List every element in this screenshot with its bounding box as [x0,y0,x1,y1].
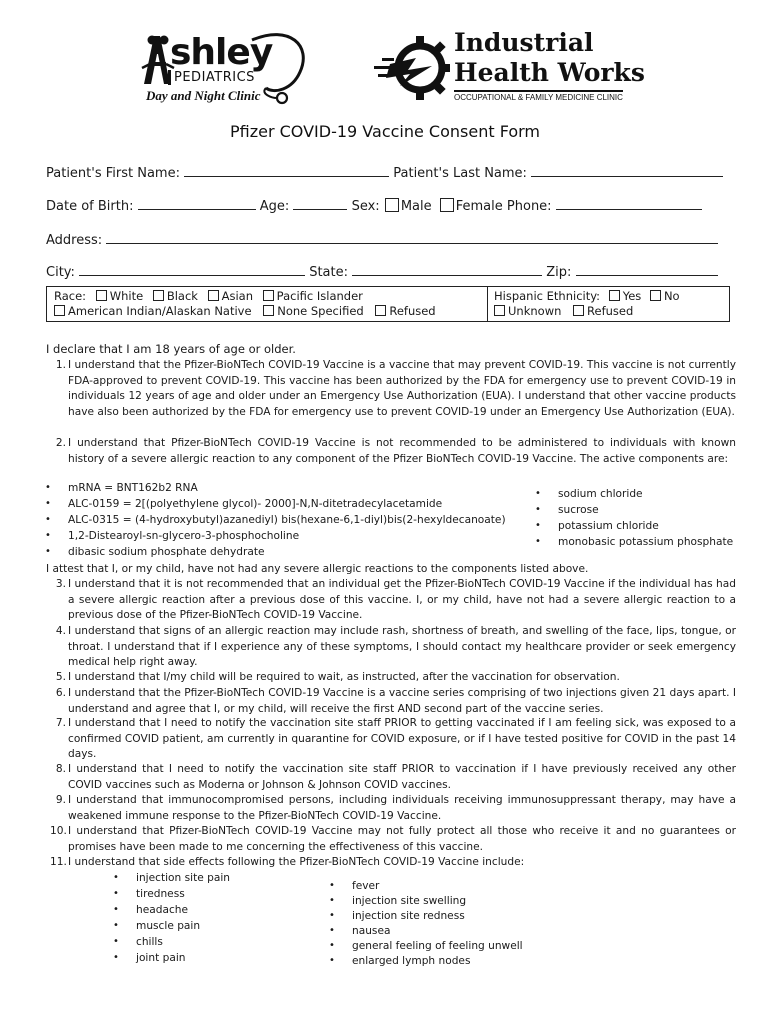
city-label: City: [46,265,75,280]
consent-item-3 [55,577,736,624]
side-effect-item: • injection site swelling [352,895,466,907]
component-item: • potassium chloride [558,520,659,532]
item-number: 1. [55,359,66,371]
ashley-title: shley [170,32,273,73]
component-item: • dibasic sodium phosphate dehydrate [68,546,265,558]
ethnicity-no-label: No [663,289,680,303]
first-name-label: Patient's First Name: [46,166,180,181]
age-field[interactable] [293,197,347,210]
item-text: I understand that Pfizer-BioNTech COVID-19 Vaccine may not fully protect all those who receive it and no guarantees or promises have been made to me concerning the effectiveness of this vaccine. [68,825,736,853]
race-row-1 [54,289,363,303]
item-text: I understand that the Pfizer-BioNTech COVID-19 Vaccine is a vaccine series comprising of two injections given 21 days apart. I understand and agree that I, or my child, will receive the first AND second part of the vaccine series. [68,687,736,715]
ihw-line2: Health Works [454,58,645,87]
race-black-checkbox[interactable] [153,290,164,301]
dob-row [46,197,702,214]
item-text: I understand that signs of an allergic reaction may include rash, shortness of breath, and swelling of the face, lips, tongue, or throat. I understand that if I experience any of these symptoms, I should contact my healthcare provider or seek emergency medical help right away. [68,625,736,669]
page-title: Pfizer COVID-19 Vaccine Consent Form [229,122,541,141]
item-number: 2. [55,437,66,449]
ethnicity-refused-checkbox[interactable] [573,305,584,316]
consent-item-5 [55,670,736,686]
component-item: • sucrose [558,504,599,516]
side-effect-item: • injection site pain [136,872,230,884]
ashley-subtitle: PEDIATRICS [168,70,255,85]
ashley-tagline: Day and Night Clinic [146,88,261,103]
race-refused-checkbox[interactable] [375,305,386,316]
first-name-field[interactable] [184,164,389,177]
last-name-field[interactable] [531,164,723,177]
side-effect-item: • tiredness [136,888,185,900]
zip-field[interactable] [576,263,718,276]
item-text: I understand that I need to notify the vaccination site staff PRIOR to vaccination if I have previously received any other COVID vaccines such as Moderna or Johnson & Johnson COVID vaccines. [68,763,736,791]
item-text: I understand that the Pfizer-BioNTech COVID-19 Vaccine is a vaccine that may prevent COVID-19. This vaccine is not currently FDA-approved to prevent COVID-19. This vaccine has been authorized by the FDA for emergency use to prevent COVID-19 in individuals 12 years of age and older under an Emergency Use Authorization (EUA). I understand that other vaccine products have also been authorized by the FDA for emergency use to prevent COVID-19 under an Emergency Use Authorization (EUA). [68,359,736,418]
state-field[interactable] [352,263,542,276]
side-effect-item: • enlarged lymph nodes [352,955,470,967]
item-text: I understand that it is not recommended that an individual get the Pfizer-BioNTech COVID-19 Vaccine if the individual has had a severe allergic reaction after a previous dose of this vaccine. I, or my child, have not had a severe allergic reaction to a previous dose of the Pfizer-BioNTech COVID-19 Vaccine. [68,578,736,622]
female-label: Female [455,199,503,214]
ethnicity-yes-label: Yes [622,289,642,303]
name-row [46,164,723,181]
dob-field[interactable] [138,197,256,210]
dob-label: Date of Birth: [46,199,134,214]
ethnicity-row-1 [494,289,680,303]
component-item: • ALC-0159 = 2[(polyethylene glycol)- 2000]-N,N-ditetradecylacetamide [68,498,442,510]
item-text: I understand that Pfizer-BioNTech COVID-19 Vaccine is not recommended to be administered to individuals with known history of a severe allergic reaction to any component of the Pfizer BioNTech COVID-19 Vaccine. The active components are: [68,437,736,465]
item-number: 4. [55,625,66,637]
consent-item-8 [55,762,736,793]
address-field[interactable] [106,231,718,244]
last-name-label: Patient's Last Name: [393,166,527,181]
ihw-subtitle: OCCUPATIONAL & FAMILY MEDICINE CLINIC [454,90,623,102]
item-number: 11. [50,856,67,868]
race-pacific-islander-checkbox[interactable] [263,290,274,301]
declare-statement: I declare that I am 18 years of age or older. [46,342,296,356]
ethnicity-yes-checkbox[interactable] [609,290,620,301]
race-refused-label: Refused [389,304,436,318]
demographics-divider [487,286,488,322]
item-number: 5. [55,671,66,683]
side-effect-item: • nausea [352,925,390,937]
male-checkbox[interactable] [385,198,399,212]
item-number: 6. [55,687,66,699]
ethnicity-label: Hispanic Ethnicity: [494,289,601,303]
city-row [46,263,718,280]
item-text: I understand that immunocompromised persons, including individuals receiving immunosuppressant therapy, may have a weakened immune response to the Pfizer-BioNTech COVID-19 Vaccine. [68,794,736,822]
race-white-label: White [109,289,144,303]
side-effect-item: • fever [352,880,379,892]
city-field[interactable] [79,263,305,276]
ethnicity-refused-label: Refused [587,304,634,318]
sex-label: Sex: [351,199,380,214]
gear-lightning-icon [372,28,452,108]
item-number: 3. [55,578,66,590]
ashley-pediatrics-logo [140,28,315,108]
consent-item-7 [55,716,736,763]
race-label: Race: [54,289,87,303]
consent-item-1 [55,358,736,420]
component-item: • monobasic potassium phosphate [558,536,733,548]
attest-statement: I attest that I, or my child, have not had any severe allergic reactions to the components listed above. [46,563,589,575]
phone-field[interactable] [556,197,702,210]
side-effect-item: • headache [136,904,188,916]
consent-item-6 [55,686,736,717]
item-text: I understand that I/my child will be required to wait, as instructed, after the vaccination for observation. [68,671,620,683]
race-white-checkbox[interactable] [96,290,107,301]
item-number: 8. [55,763,66,775]
item-text: I understand that I need to notify the vaccination site staff PRIOR to getting vaccinated if I am feeling sick, was exposed to a confirmed COVID patient, am currently in quarantine for COVID exposure, or if I have tested positive for COVID in the past 14 days. [68,717,736,761]
race-black-label: Black [166,289,198,303]
address-row [46,231,718,248]
race-american-indian-label: American Indian/Alaskan Native [68,304,252,318]
component-item: • ALC-0315 = (4-hydroxybutyl)azanediyl) bis(hexane-6,1-diyl)bis(2-hexyldecanoate) [68,514,506,526]
race-asian-checkbox[interactable] [208,290,219,301]
race-pacific-islander-label: Pacific Islander [276,289,363,303]
race-asian-label: Asian [221,289,253,303]
side-effect-item: • muscle pain [136,920,200,932]
side-effect-item: • chills [136,936,163,948]
side-effect-item: • injection site redness [352,910,465,922]
state-label: State: [309,265,348,280]
zip-label: Zip: [546,265,572,280]
ethnicity-unknown-checkbox[interactable] [494,305,505,316]
industrial-health-works-logo [372,28,652,108]
ihw-line1: Industrial [454,28,594,57]
component-item: • sodium chloride [558,488,643,500]
item-number: 9. [55,794,66,806]
side-effect-item: • general feeling of feeling unwell [352,940,523,952]
side-effect-item: • joint pain [136,952,185,964]
ethnicity-no-checkbox[interactable] [650,290,661,301]
age-label: Age: [259,199,290,214]
phone-label: Phone: [506,199,552,214]
item-number: 10. [50,825,67,837]
ethnicity-unknown-label: Unknown [508,304,562,318]
component-item: • mRNA = BNT162b2 RNA [68,482,198,494]
female-checkbox[interactable] [440,198,454,212]
male-label: Male [400,199,432,214]
component-item: • 1,2-Distearoyl-sn-glycero-3-phosphocholine [68,530,299,542]
race-row-2 [51,304,436,318]
consent-item-9 [55,793,736,824]
consent-item-2 [55,436,736,467]
race-american-indian-checkbox[interactable] [54,305,65,316]
consent-item-11 [50,855,736,871]
race-none-specified-checkbox[interactable] [263,305,274,316]
consent-item-10 [50,824,736,855]
item-number: 7. [55,717,66,729]
address-label: Address: [46,233,103,248]
ethnicity-row-2 [491,304,633,318]
race-none-specified-label: None Specified [277,304,364,318]
consent-item-4 [55,624,736,671]
item-text: I understand that side effects following the Pfizer-BioNTech COVID-19 Vaccine include: [68,856,525,868]
